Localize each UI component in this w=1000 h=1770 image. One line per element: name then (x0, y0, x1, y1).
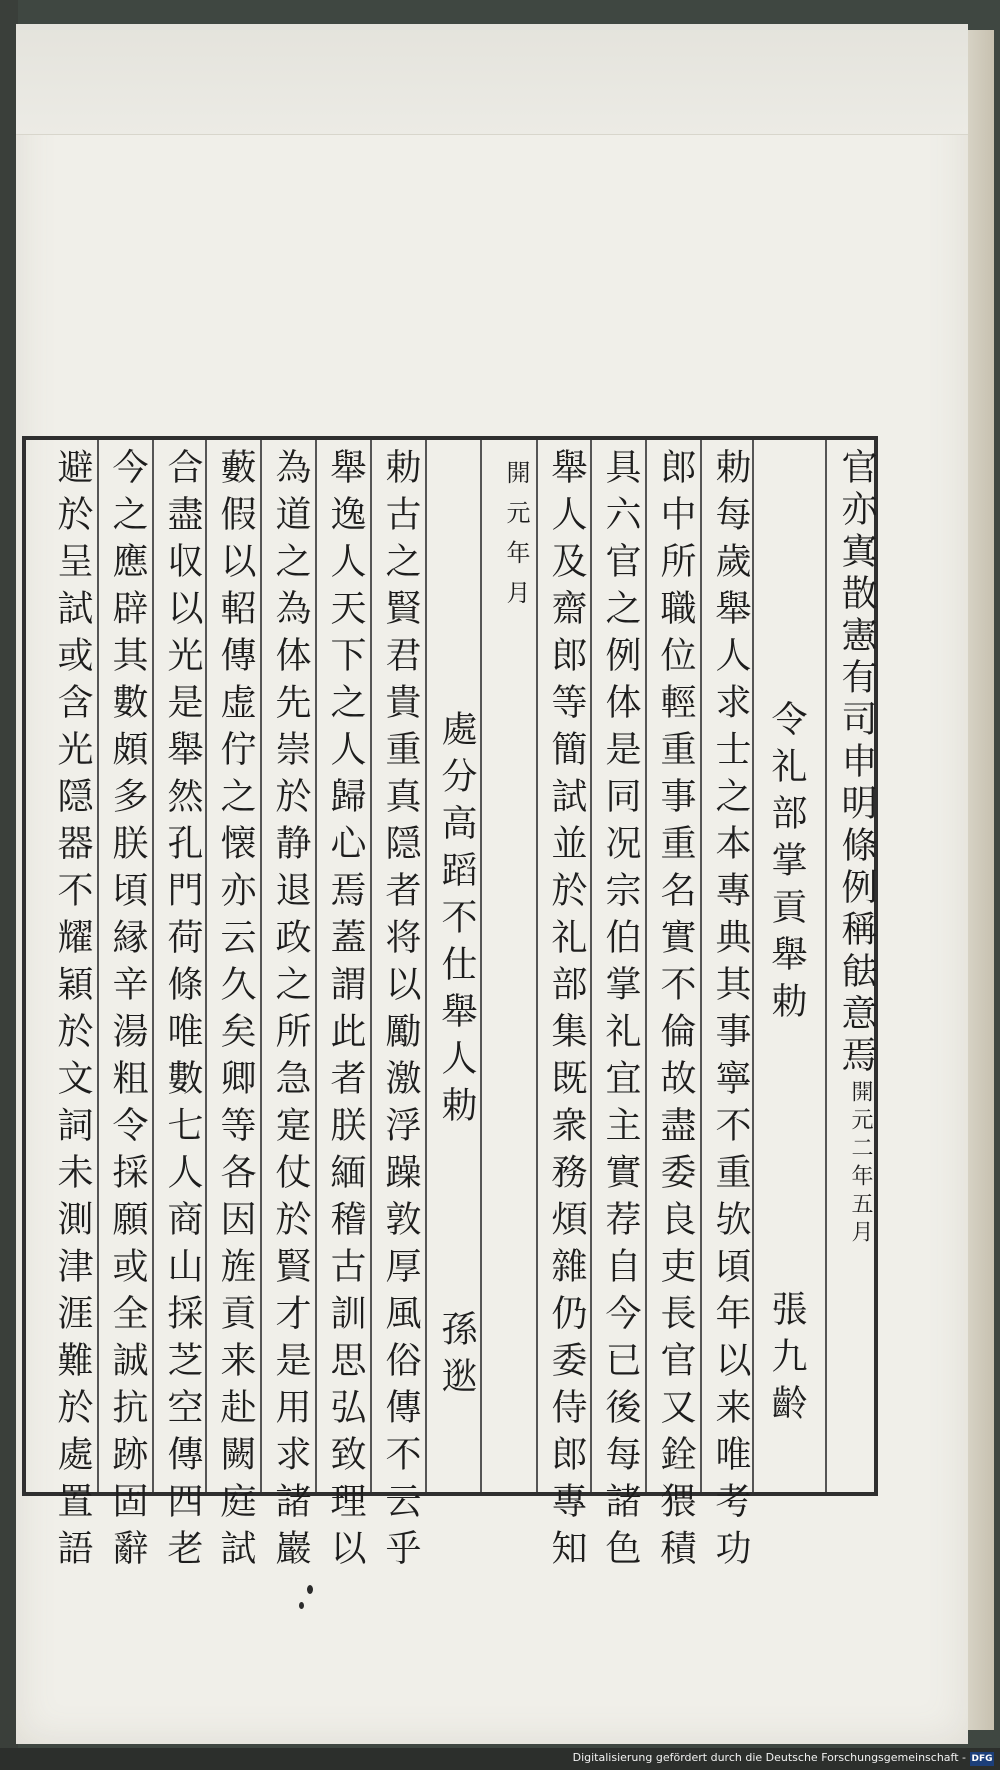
digitization-credit: Digitalisierung gefördert durch die Deutsche Forschungsgemeinschaft - (572, 1751, 966, 1764)
ink-spot (299, 1602, 304, 1609)
text-column-4: 郎中所職位輕重事重名實不倫故盡委良吏長官又銓猥積 (655, 448, 696, 1576)
date-note: 開元二年五月 (848, 1080, 873, 1248)
text-column-1: 官亦寘㪚憲有司申明條例稱䏻意焉 (836, 448, 877, 1078)
text-column-5: 具六官之例体是同况宗伯掌礼宜主實荐自今已後每諸色 (600, 448, 641, 1576)
text-column-9: 勅古之賢君貴重真隠者将以勵激浮躁敦厚風俗傳不云乎 (380, 448, 421, 1576)
text-column-6: 舉人及齋郎等簡試並於礼部集既衆務煩雜仍委侍郎專知 (546, 448, 587, 1576)
dfg-logo: DFG (971, 1754, 993, 1764)
author-name-2: 孫逖 (436, 1310, 477, 1404)
ink-spot (307, 1585, 313, 1594)
text-column-11: 為道之為体先崇於静退政之所急寔仗於賢才是用求諸巖 (270, 448, 311, 1576)
text-column-15: 避於呈試或含光隠器不耀穎於文詞未測津涯難於處置語 (52, 448, 93, 1576)
page-upper-margin (16, 24, 968, 135)
column-rule (825, 440, 827, 1492)
text-column-10: 舉逸人天下之人歸心焉蓋謂此者朕緬稽古訓思弘致理以 (325, 448, 366, 1576)
text-column-3: 勅每歲舉人求士之本專典其事寧不重欤頃年以来唯考功 (710, 448, 751, 1576)
text-column-7-date: 開元年月 (502, 460, 530, 620)
text-column-14: 今之應辟其數頗多朕頃縁辛湯粗令採願或全誠抗跡固辭 (107, 448, 148, 1576)
text-column-8-title: 處分高蹈不仕舉人勅 (436, 710, 477, 1133)
text-column-13: 合盡収以光是舉然孔門荷條唯數七人商山採芝空傳四老 (162, 448, 203, 1576)
author-name: 張九齡 (766, 1290, 807, 1431)
text-column-2-title: 令礼部掌貢舉勅 (766, 700, 807, 1029)
text-column-12: 藪假以軺傳虚佇之懐亦云久矣卿等各因旌貢来赴闕庭試 (215, 448, 256, 1576)
